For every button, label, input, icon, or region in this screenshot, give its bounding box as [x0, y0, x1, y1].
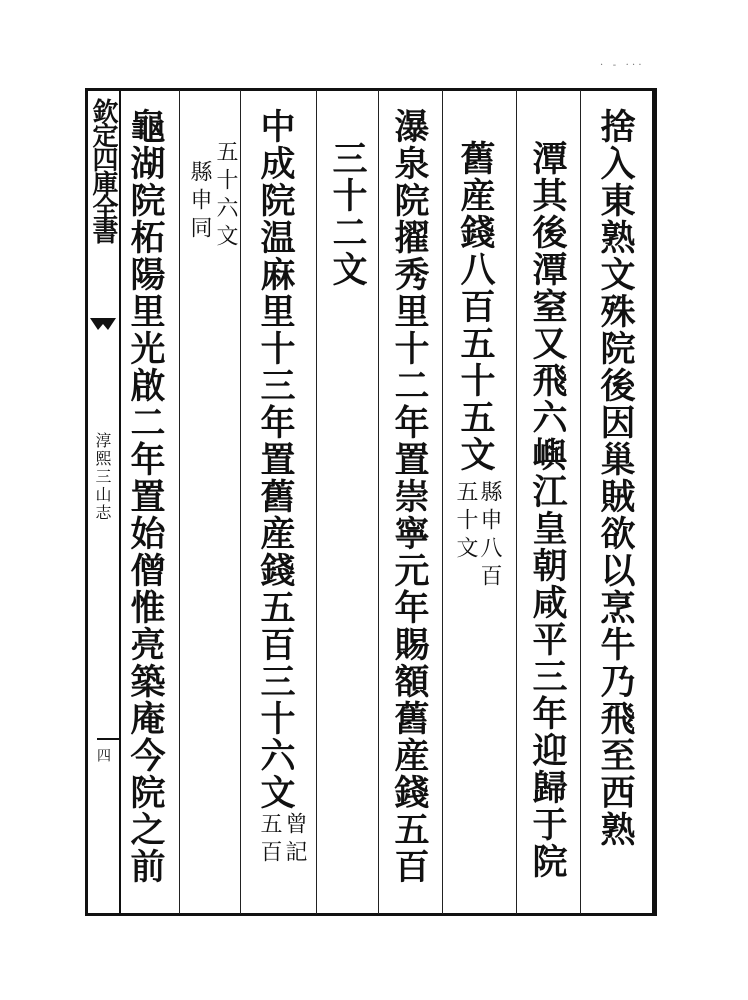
page-frame: [85, 88, 657, 916]
annotation-left: 五十文: [453, 480, 478, 564]
column-rule: [516, 90, 517, 914]
margin-page-number: 四: [95, 748, 111, 762]
annotation-right: 曾記: [282, 812, 307, 868]
text-column-2: 潭其後潭窒又飛六嶼江皇朝咸平三年迎歸于院: [527, 140, 568, 880]
margin-book-title: 淳熙三山志: [93, 432, 112, 522]
annotation-left: 五百: [257, 812, 282, 868]
fishtail-mark-icon: [88, 318, 118, 332]
column-rule: [378, 90, 379, 914]
text-column-7: 龜湖院柘陽里光啟二年置始僧惟亮築庵今院之前: [125, 108, 166, 885]
margin-title: 欽定四庫全書: [88, 98, 118, 242]
text-column-5: 三十二文: [327, 140, 368, 288]
annotation-right: 縣申八百: [477, 480, 502, 592]
annotation-right: 五十六文: [213, 140, 238, 252]
text-column-1: 捨入東熟文殊院後因巢賊欲以烹牛乃飛至西熟: [595, 108, 636, 848]
page-number-rule: [97, 738, 119, 740]
text-column-4: 瀑泉院擢秀里十二年置崇寧元年賜額舊産錢五百: [389, 108, 430, 885]
column-rule: [442, 90, 443, 914]
edge-specks: · - · · ·: [600, 60, 642, 71]
text-column-3: 舊産錢八百五十五文: [455, 140, 496, 473]
column-rule: [580, 90, 581, 914]
column-rule: [179, 90, 180, 914]
text-column-6: 中成院温麻里十三年置舊産錢五百三十六文: [255, 108, 296, 811]
column-rule: [240, 90, 241, 914]
column-rule: [316, 90, 317, 914]
annotation-left: 縣申同: [187, 160, 212, 244]
